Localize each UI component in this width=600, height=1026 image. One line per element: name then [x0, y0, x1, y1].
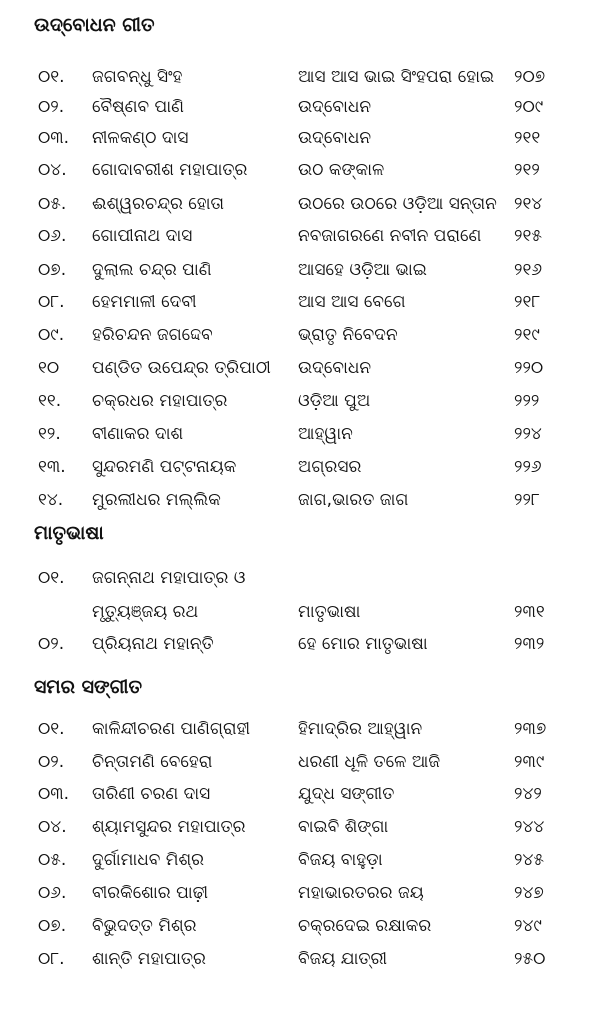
entry-number: ୦୪. — [38, 160, 67, 180]
entry-author: ଶାନ୍ତି ମହାପାତ୍ର — [92, 949, 206, 969]
entry-number: ୦୧. — [38, 719, 65, 739]
entry-title: ଅଗ୍ରସର — [298, 457, 362, 477]
list-item — [0, 255, 600, 285]
entry-author: ଜଗନ୍ନାଥ ମହାପାତ୍ର ଓ — [92, 568, 246, 588]
list-item — [0, 812, 600, 842]
entry-title: ଉଠ କଙ୍କାଳ — [298, 160, 385, 180]
list-item — [0, 62, 600, 92]
entry-page: ୨୫୦ — [514, 949, 546, 969]
entry-number: ୧୪. — [38, 490, 64, 510]
list-item — [0, 563, 600, 593]
list-item — [0, 123, 600, 153]
entry-page: ୨୪୨ — [514, 784, 542, 804]
entry-number: ୦୨. — [38, 97, 65, 117]
entry-title: ହେ ମୋର ମାତୃଭାଷା — [298, 634, 428, 654]
entry-author: ଚକ୍ରଧର ମହାପାତ୍ର — [92, 391, 228, 411]
entry-number: ୦୧. — [38, 67, 65, 87]
entry-number: ୦୨. — [38, 634, 65, 654]
list-item — [0, 353, 600, 383]
entry-title: ଉଦ୍‌ବୋଧନ — [298, 97, 372, 117]
entry-author: ଦୁର୍ଗାମାଧବ ମିଶ୍ର — [92, 850, 204, 870]
entry-title: ଉଦ୍‌ବୋଧନ — [298, 358, 372, 378]
list-item — [0, 189, 600, 219]
list-item — [0, 155, 600, 185]
entry-number: ୦୭. — [38, 260, 67, 280]
entry-title: ବିଜୟ ବାହୁଡ଼ା — [298, 850, 383, 870]
entry-title: ମାତୃଭାଷା — [298, 602, 361, 622]
entry-title: ଓଡ଼ିଆ ପୁଅ — [298, 391, 371, 411]
entry-title: ଧରଣୀ ଧୂଳି ତଳେ ଆଜି — [298, 752, 441, 772]
list-item — [0, 597, 600, 627]
entry-page: ୨୪୪ — [514, 817, 545, 837]
entry-title: ଉଠରେ ଉଠରେ ଓଡ଼ିଆ ସନ୍ତାନ — [298, 194, 497, 214]
entry-page: ୨୩୧ — [514, 602, 545, 622]
list-item — [0, 485, 600, 515]
entry-page: ୨୧୬ — [514, 260, 542, 280]
list-item — [0, 714, 600, 744]
entry-title: ଆସହେ ଓଡ଼ିଆ ଭାଇ — [298, 260, 427, 280]
entry-title: ଯୁଦ୍ଧ ସଙ୍ଗୀତ — [298, 784, 395, 804]
entry-page: ୨୨୦ — [514, 358, 544, 378]
list-item — [0, 911, 600, 941]
list-item — [0, 629, 600, 659]
entry-number: ୧୩. — [38, 457, 66, 477]
entry-title: ନବଜାଗରଣେ ନବୀନ ପରାଣେ — [298, 226, 482, 246]
entry-number: ୦୬. — [38, 226, 67, 246]
entry-page: ୨୩୯ — [514, 752, 545, 772]
entry-author: ବୀରକିଶୋର ପାଢ଼ୀ — [92, 883, 209, 903]
list-item — [0, 944, 600, 974]
entry-page: ୨୧୧ — [514, 128, 541, 148]
list-item — [0, 779, 600, 809]
entry-author: ସୁନ୍ଦରମଣି ପଟ୍ଟନାୟକ — [92, 457, 237, 477]
list-item — [0, 386, 600, 416]
entry-number: ୦୩. — [38, 784, 70, 804]
entry-page: ୨୨୪ — [514, 424, 542, 444]
entry-page: ୨୨୬ — [514, 457, 542, 477]
entry-author: ଗୋପୀନାଥ ଦାସ — [92, 226, 193, 246]
entry-number: ୧୨. — [38, 424, 61, 444]
entry-title: ଆହ୍ୱାନ — [298, 424, 353, 444]
entry-number: ୦୪. — [38, 817, 67, 837]
entry-author: ପ୍ରିୟନାଥ ମହାନ୍ତି — [92, 634, 214, 654]
section-heading: ଉଦ୍‌ବୋଧନ ଗୀତ — [34, 14, 155, 36]
entry-page: ୨୨୮ — [514, 490, 540, 510]
section-heading: ମାତୃଭାଷା — [34, 522, 104, 544]
entry-author: ଚିନ୍ତାମଣି ବେହେରା — [92, 752, 213, 772]
entry-title: ଜାଗ,ଭାରତ ଜାଗ — [298, 490, 409, 510]
entry-number: ୦୫. — [38, 850, 67, 870]
entry-page: ୨୪୭ — [514, 883, 544, 903]
entry-title: ଉଦ୍‌ବୋଧନ — [298, 128, 372, 148]
entry-number: ୦୮. — [38, 292, 65, 312]
entry-number: ୦୫. — [38, 194, 67, 214]
entry-number: ୧୧. — [38, 391, 62, 411]
entry-number: ୦୬. — [38, 883, 67, 903]
entry-author: ହରିଚନ୍ଦନ ଜଗଦ୍ଦେବ — [92, 325, 213, 345]
entry-title: ଆସ ଆସ ଭାଇ ସିଂହପରା ହୋଇ — [298, 67, 495, 87]
entry-author: କାଳିନ୍ଦୀଚରଣ ପାଣିଗ୍ରାହୀ — [92, 719, 251, 739]
list-item — [0, 221, 600, 251]
entry-number: ୦୨. — [38, 752, 65, 772]
list-item — [0, 452, 600, 482]
entry-title: ବିଜୟ ଯାତ୍ରୀ — [298, 949, 388, 969]
entry-number: ୦୧. — [38, 568, 65, 588]
entry-author: ଈଶ୍ୱରଚନ୍ଦ୍ର ହୋତା — [92, 194, 225, 214]
entry-title: ହିମାଦ୍ରିର ଆହ୍ୱାନ — [298, 719, 423, 739]
entry-title: ଚକ୍ରଦେଇ ରକ୍ଷାକର — [298, 916, 432, 936]
entry-page: ୨୧୨ — [514, 160, 540, 180]
entry-title: ଆସ ଆସ ବେଗେ — [298, 292, 406, 312]
entry-page: ୨୩୭ — [514, 719, 547, 739]
entry-page: ୨୦୯ — [514, 97, 544, 117]
entry-number: ୦୮. — [38, 949, 65, 969]
entry-author: ମୃତ୍ୟୁଞ୍ଜୟ ରଥ — [92, 602, 199, 622]
entry-page: ୨୧୫ — [514, 226, 542, 246]
list-item — [0, 845, 600, 875]
list-item — [0, 419, 600, 449]
entry-page: ୨୩୨ — [514, 634, 545, 654]
section-heading: ସମର ସଙ୍ଗୀତ — [34, 676, 143, 698]
entry-number: ୦୭. — [38, 916, 67, 936]
list-item — [0, 287, 600, 317]
entry-author: ଶ୍ୟାମସୁନ୍ଦର ମହାପାତ୍ର — [92, 817, 246, 837]
entry-author: ହେମମାଳୀ ଦେବୀ — [92, 292, 197, 312]
entry-page: ୨୧୮ — [514, 292, 541, 312]
entry-author: ଗୋଦାବରୀଶ ମହାପାତ୍ର — [92, 160, 248, 180]
entry-number: ୦୩. — [38, 128, 70, 148]
entry-author: ନୀଳକଣ୍ଠ ଦାସ — [92, 128, 189, 148]
entry-page: ୨୪୯ — [514, 916, 542, 936]
entry-title: ଭ୍ରାତୃ ନିବେଦନ — [298, 325, 398, 345]
entry-author: ପଣ୍ଡିତ ଉପେନ୍ଦ୍ର ତ୍ରିପାଠୀ — [92, 358, 271, 378]
entry-author: ବିଭୁଦତ୍ତ ମିଶ୍ର — [92, 916, 197, 936]
entry-number: ୦୯. — [38, 325, 65, 345]
entry-author: ତାରିଣୀ ଚରଣ ଦାସ — [92, 784, 211, 804]
entry-author: ଦୁଲାଲ ଚନ୍ଦ୍ର ପାଣି — [92, 260, 212, 280]
entry-page: ୨୧୯ — [514, 325, 540, 345]
list-item — [0, 320, 600, 350]
entry-page: ୨୦୭ — [514, 67, 546, 87]
entry-number: ୧୦ — [38, 358, 60, 378]
list-item — [0, 878, 600, 908]
entry-author: ମୁରଲୀଧର ମଲ୍ଲିକ — [92, 490, 221, 510]
list-item — [0, 747, 600, 777]
entry-page: ୨୧୪ — [514, 194, 543, 214]
entry-author: ବୈଷ୍ଣବ ପାଣି — [92, 97, 184, 117]
entry-title: ମହାଭାରତରର ଜୟ — [298, 883, 424, 903]
list-item — [0, 92, 600, 122]
entry-author: ବୀଣାକର ଦାଶ — [92, 424, 184, 444]
entry-page: ୨୨୨ — [514, 391, 540, 411]
entry-author: ଜଗବନ୍ଧୁ ସିଂହ — [92, 67, 183, 87]
entry-page: ୨୪୫ — [514, 850, 544, 870]
entry-title: ବାଇବି ଶିଙ୍ଗା — [298, 817, 389, 837]
